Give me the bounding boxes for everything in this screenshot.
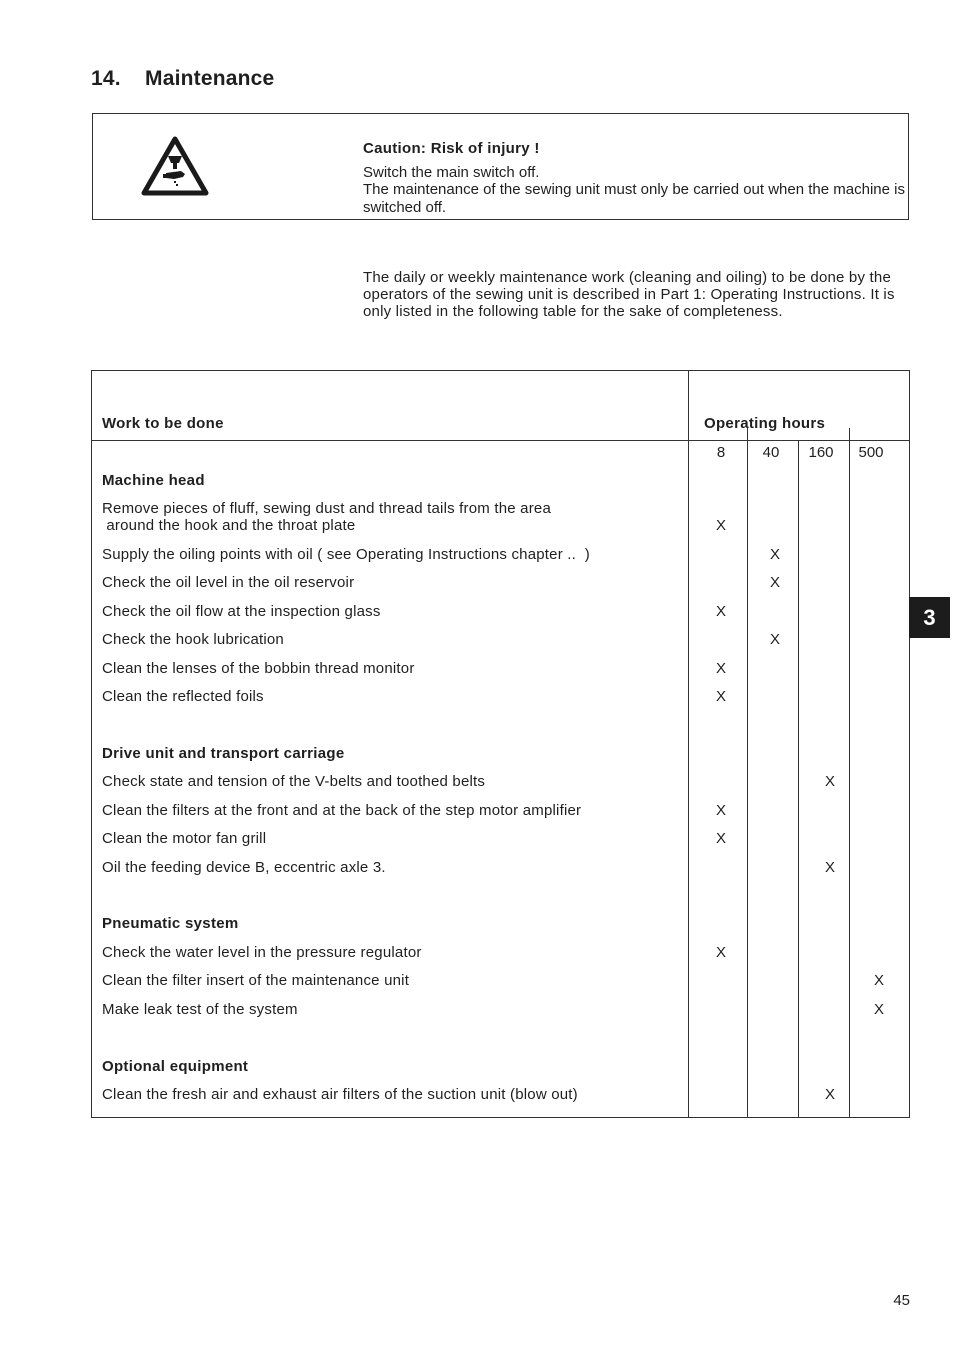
caution-text [363, 140, 908, 216]
interval-mark-40: X [769, 631, 780, 648]
interval-mark-160: X [824, 859, 835, 876]
hour-160: 160 [808, 444, 834, 461]
section-row-label: Machine head [102, 472, 205, 489]
interval-mark-8: X [715, 688, 726, 705]
task-label: Clean the reflected foils [102, 688, 264, 705]
col-divider-40 [798, 440, 799, 1118]
interval-mark-500: X [873, 972, 884, 989]
col-divider-160 [849, 428, 850, 1118]
interval-mark-160: X [824, 773, 835, 790]
task-label: Check the hook lubrication [102, 631, 284, 648]
col-divider-work [688, 370, 689, 1118]
task-label: Check the water level in the pressure regulator [102, 944, 422, 961]
intro-paragraph: The daily or weekly maintenance work (cleaning and oiling) to be done by the operators of the sewing unit is described in Part 1: Operating Instructions. It is only listed in the following table for the sake of completeness. [363, 269, 895, 320]
interval-mark-8: X [715, 603, 726, 620]
col-divider-8 [747, 428, 748, 1118]
task-label: Make leak test of the system [102, 1001, 298, 1018]
task-label: Check the oil flow at the inspection glass [102, 603, 381, 620]
interval-mark-8: X [715, 517, 726, 534]
task-label: Supply the oiling points with oil ( see Operating Instructions chapter .. ) [102, 546, 590, 563]
interval-mark-160: X [824, 1086, 835, 1103]
caution-title: Caution: Risk of injury ! [363, 140, 540, 157]
task-label: Clean the motor fan grill [102, 830, 267, 847]
chapter-tab: 3 [909, 597, 950, 638]
task-label: Clean the lenses of the bobbin thread monitor [102, 660, 415, 677]
section-title: Maintenance [145, 67, 275, 90]
table-header-divider [91, 440, 910, 441]
task-label: Clean the filters at the front and at the back of the step motor amplifier [102, 802, 582, 819]
task-label: Check state and tension of the V-belts and toothed belts [102, 773, 486, 790]
interval-mark-500: X [873, 1001, 884, 1018]
caution-line-2: The maintenance of the sewing unit must only be carried out when the machine is switched off. [363, 181, 905, 216]
hour-500: 500 [858, 444, 884, 461]
interval-mark-40: X [769, 546, 780, 563]
task-label: Clean the fresh air and exhaust air filters of the suction unit (blow out) [102, 1086, 578, 1103]
hour-40: 40 [762, 444, 780, 461]
task-label: Oil the feeding device B, eccentric axle 3. [102, 859, 386, 876]
task-label: Remove pieces of fluff, sewing dust and thread tails from the area around the hook and the throat plate [102, 500, 551, 534]
section-row-label: Drive unit and transport carriage [102, 745, 345, 762]
interval-mark-40: X [769, 574, 780, 591]
task-label: Clean the filter insert of the maintenance unit [102, 972, 410, 989]
interval-mark-8: X [715, 944, 726, 961]
interval-mark-8: X [715, 830, 726, 847]
page-number: 45 [893, 1292, 910, 1309]
section-heading [91, 67, 274, 91]
interval-mark-8: X [715, 802, 726, 819]
caution-line-1: Switch the main switch off. [363, 163, 540, 181]
col-header-work: Work to be done [102, 415, 224, 432]
col-header-hours: Operating hours [704, 415, 826, 432]
interval-mark-8: X [715, 660, 726, 677]
section-number: 14. [91, 67, 121, 90]
hand-crush-warning-icon [141, 136, 209, 196]
section-row-label: Optional equipment [102, 1058, 249, 1075]
section-row-label: Pneumatic system [102, 915, 239, 932]
task-label: Check the oil level in the oil reservoir [102, 574, 355, 591]
hour-8: 8 [716, 444, 726, 461]
